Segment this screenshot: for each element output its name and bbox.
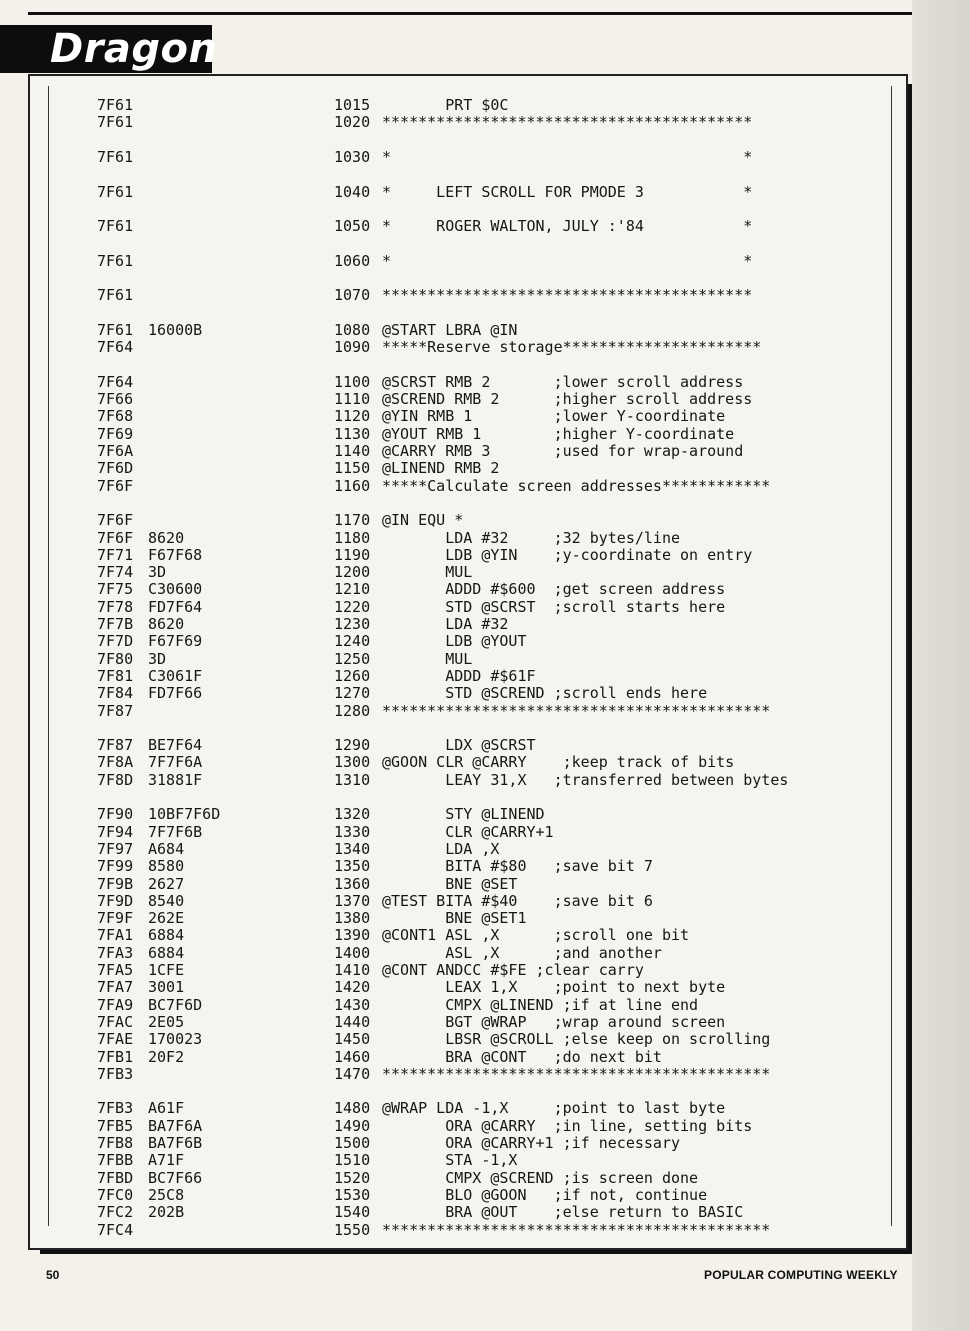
line-number: 1340 (334, 839, 371, 858)
listing-line (49, 598, 891, 616)
listing-line (49, 252, 891, 270)
line-number: 1150 (334, 459, 371, 478)
line-number: 1440 (334, 1012, 371, 1031)
listing-line (49, 563, 891, 581)
line-number: 1220 (334, 597, 371, 616)
address: 7FA9 (97, 995, 134, 1014)
line-number: 1120 (334, 407, 371, 426)
address: 7FBB (97, 1151, 134, 1170)
listing-line (49, 1013, 891, 1031)
source-statement: @GOON CLR @CARRY ;keep track of bits (382, 753, 735, 772)
listing-line (49, 286, 891, 304)
address: 7F61 (97, 147, 134, 166)
top-rule (28, 12, 920, 15)
object-code: 25C8 (148, 1185, 185, 1204)
line-number: 1540 (334, 1203, 371, 1222)
source-statement: LDB @YOUT (382, 632, 527, 651)
source-statement: @CONT1 ASL ,X ;scroll one bit (382, 926, 690, 945)
listing-line (49, 373, 891, 391)
line-number: 1190 (334, 545, 371, 564)
address: 7FC4 (97, 1220, 134, 1239)
line-number: 1170 (334, 511, 371, 530)
listing-line (49, 1030, 891, 1048)
source-statement: ADDD #$61F (382, 666, 536, 685)
address: 7F69 (97, 424, 134, 443)
address: 7F84 (97, 684, 134, 703)
source-statement: @YIN RMB 1 ;lower Y-coordinate (382, 407, 726, 426)
address: 7F87 (97, 736, 134, 755)
line-number: 1160 (334, 476, 371, 495)
address: 7F81 (97, 666, 134, 685)
line-number: 1270 (334, 684, 371, 703)
object-code: A71F (148, 1151, 185, 1170)
line-number: 1480 (334, 1099, 371, 1118)
line-number: 1520 (334, 1168, 371, 1187)
source-statement: ADDD #$600 ;get screen address (382, 580, 726, 599)
line-number: 1180 (334, 528, 371, 547)
source-statement: ******************************************* (382, 1064, 771, 1083)
object-code: FD7F64 (148, 597, 203, 616)
address: 7FA3 (97, 943, 134, 962)
address: 7F74 (97, 563, 134, 582)
listing-line (49, 477, 891, 495)
address: 7FB5 (97, 1116, 134, 1135)
source-statement: BNE @SET (382, 874, 518, 893)
source-statement: ******************************************* (382, 701, 771, 720)
address: 7F9F (97, 909, 134, 928)
listing-line (49, 1186, 891, 1204)
source-statement: BLO @GOON ;if not, continue (382, 1185, 708, 1204)
line-number: 1400 (334, 943, 371, 962)
object-code: 262E (148, 909, 185, 928)
listing-line (49, 1169, 891, 1187)
assembly-listing (49, 86, 891, 1239)
source-statement: @SCREND RMB 2 ;higher scroll address (382, 390, 753, 409)
line-number: 1060 (334, 251, 371, 270)
object-code: BC7F66 (148, 1168, 203, 1187)
source-statement: @CONT ANDCC #$FE ;clear carry (382, 961, 644, 979)
object-code: A684 (148, 839, 185, 858)
line-number: 1210 (334, 580, 371, 599)
source-statement: ******************************************* (382, 1220, 771, 1239)
listing-line (49, 442, 891, 460)
line-number: 1200 (334, 563, 371, 582)
source-statement: @START LBRA @IN (382, 320, 518, 339)
line-number: 1460 (334, 1047, 371, 1066)
listing-line (49, 996, 891, 1014)
address: 7F9B (97, 874, 134, 893)
line-number: 1260 (334, 666, 371, 685)
object-code: 2E05 (148, 1012, 185, 1031)
address: 7FAC (97, 1012, 134, 1031)
object-code: 6884 (148, 943, 185, 962)
address: 7F61 (97, 320, 134, 339)
address: 7F71 (97, 545, 134, 564)
source-statement: LDA ,X (382, 839, 500, 858)
address: 7F80 (97, 649, 134, 668)
source-statement: @TEST BITA #$40 ;save bit 6 (382, 891, 653, 910)
address: 7F6F (97, 476, 134, 495)
line-number: 1290 (334, 736, 371, 755)
address: 7F87 (97, 701, 134, 720)
line-number: 1390 (334, 926, 371, 945)
listing-line (49, 684, 891, 702)
address: 7FB1 (97, 1047, 134, 1066)
page-number: 50 (46, 1268, 60, 1282)
line-number: 1350 (334, 857, 371, 876)
address: 7F90 (97, 805, 134, 824)
object-code: 20F2 (148, 1047, 185, 1066)
object-code: 10BF7F6D (148, 805, 221, 824)
listing-line (49, 736, 891, 754)
listing-line (49, 425, 891, 443)
listing-inner-border (48, 86, 892, 1239)
line-number: 1310 (334, 770, 371, 789)
listing-line (49, 511, 891, 529)
source-statement: MUL (382, 563, 473, 582)
address: 7FB3 (97, 1099, 134, 1118)
listing-line (49, 1221, 891, 1239)
listing-line (49, 529, 891, 547)
line-number: 1090 (334, 338, 371, 357)
line-number: 1320 (334, 805, 371, 824)
listing-line (49, 926, 891, 944)
listing-line (49, 148, 891, 166)
source-statement: LBSR @SCROLL ;else keep on scrolling (382, 1030, 771, 1049)
listing-line (49, 390, 891, 408)
listing-line (49, 823, 891, 841)
listing-line (49, 113, 891, 131)
source-statement: @YOUT RMB 1 ;higher Y-coordinate (382, 424, 735, 443)
listing-line (49, 840, 891, 858)
address: 7F9D (97, 891, 134, 910)
line-number: 1450 (334, 1030, 371, 1049)
source-statement: PRT $0C (382, 96, 509, 114)
object-code: A61F (148, 1099, 185, 1118)
address: 7FB3 (97, 1064, 134, 1083)
line-number: 1030 (334, 147, 371, 166)
address: 7F68 (97, 407, 134, 426)
facing-page-edge (912, 0, 970, 1331)
address: 7F8A (97, 753, 134, 772)
source-statement: LDA #32 ;32 bytes/line (382, 528, 681, 547)
address: 7F6F (97, 528, 134, 547)
source-statement: STY @LINEND (382, 805, 545, 824)
listing-line (49, 771, 891, 789)
listing-line (49, 1099, 891, 1117)
address: 7F75 (97, 580, 134, 599)
source-statement: BNE @SET1 (382, 909, 527, 928)
listing-line (49, 1048, 891, 1066)
address: 7F61 (97, 251, 134, 270)
listing-line (49, 1134, 891, 1152)
address: 7F78 (97, 597, 134, 616)
source-statement: BRA @CONT ;do next bit (382, 1047, 662, 1066)
source-statement: * ROGER WALTON, JULY :'84 * (382, 217, 753, 236)
address: 7FBD (97, 1168, 134, 1187)
line-number: 1040 (334, 182, 371, 201)
line-number: 1130 (334, 424, 371, 443)
listing-line (49, 632, 891, 650)
address: 7F64 (97, 338, 134, 357)
line-number: 1490 (334, 1116, 371, 1135)
listing-line (49, 650, 891, 668)
source-statement: BRA @OUT ;else return to BASIC (382, 1203, 744, 1222)
address: 7F64 (97, 372, 134, 391)
listing-line (49, 805, 891, 823)
object-code: 170023 (148, 1030, 203, 1049)
object-code: 31881F (148, 770, 203, 789)
object-code: 8540 (148, 891, 185, 910)
source-statement: @CARRY RMB 3 ;used for wrap-around (382, 442, 744, 460)
source-statement: @IN EQU * (382, 511, 464, 530)
listing-line (49, 1203, 891, 1221)
line-number: 1470 (334, 1064, 371, 1083)
address: 7F97 (97, 839, 134, 858)
line-number: 1410 (334, 961, 371, 979)
source-statement: ***************************************** (382, 113, 753, 132)
listing-line (49, 1065, 891, 1083)
line-number: 1330 (334, 822, 371, 841)
section-title: Dragon (0, 25, 212, 73)
listing-line (49, 961, 891, 979)
listing-line (49, 702, 891, 720)
source-statement: LDB @YIN ;y-coordinate on entry (382, 545, 753, 564)
address: 7F7B (97, 615, 134, 633)
line-number: 1230 (334, 615, 371, 633)
source-statement: BITA #$80 ;save bit 7 (382, 857, 653, 876)
object-code: 6884 (148, 926, 185, 945)
object-code: 7F7F6B (148, 822, 203, 841)
line-number: 1080 (334, 320, 371, 339)
listing-line (49, 667, 891, 685)
listing-line (49, 321, 891, 339)
source-statement: LDA #32 (382, 615, 509, 633)
source-statement: CMPX @LINEND ;if at line end (382, 995, 699, 1014)
listing-line (49, 459, 891, 477)
listing-line (49, 183, 891, 201)
source-statement: LEAY 31,X ;transferred between bytes (382, 770, 789, 789)
line-number: 1500 (334, 1134, 371, 1152)
line-number: 1020 (334, 113, 371, 132)
address: 7F6D (97, 459, 134, 478)
line-number: 1070 (334, 286, 371, 305)
line-number: 1420 (334, 978, 371, 997)
listing-line (49, 580, 891, 598)
object-code: 1CFE (148, 961, 185, 979)
address: 7F99 (97, 857, 134, 876)
listing-line (49, 546, 891, 564)
line-number: 1050 (334, 217, 371, 236)
listing-line (49, 857, 891, 875)
listing-line (49, 407, 891, 425)
source-statement: @SCRST RMB 2 ;lower scroll address (382, 372, 744, 391)
listing-line (49, 892, 891, 910)
listing-line (49, 978, 891, 996)
object-code: BA7F6B (148, 1134, 203, 1152)
address: 7FA1 (97, 926, 134, 945)
listing-line (49, 944, 891, 962)
object-code: BC7F6D (148, 995, 203, 1014)
listing-line (49, 615, 891, 633)
object-code: FD7F66 (148, 684, 203, 703)
address: 7F61 (97, 96, 134, 114)
object-code: 2627 (148, 874, 185, 893)
line-number: 1550 (334, 1220, 371, 1239)
listing-line (49, 96, 891, 114)
object-code: 3001 (148, 978, 185, 997)
listing-line (49, 217, 891, 235)
line-number: 1360 (334, 874, 371, 893)
line-number: 1250 (334, 649, 371, 668)
line-number: 1370 (334, 891, 371, 910)
line-number: 1380 (334, 909, 371, 928)
source-statement: *****Reserve storage********************** (382, 338, 762, 357)
address: 7F66 (97, 390, 134, 409)
source-statement: *****Calculate screen addresses************ (382, 476, 771, 495)
line-number: 1015 (334, 96, 371, 114)
source-statement: BGT @WRAP ;wrap around screen (382, 1012, 726, 1031)
address: 7F61 (97, 217, 134, 236)
line-number: 1510 (334, 1151, 371, 1170)
source-statement: * LEFT SCROLL FOR PMODE 3 * (382, 182, 753, 201)
source-statement: @LINEND RMB 2 (382, 459, 500, 478)
line-number: 1430 (334, 995, 371, 1014)
source-statement: ORA @CARRY ;in line, setting bits (382, 1116, 753, 1135)
address: 7FC0 (97, 1185, 134, 1204)
address: 7FC2 (97, 1203, 134, 1222)
object-code: 3D (148, 649, 167, 668)
source-statement: CMPX @SCREND ;is screen done (382, 1168, 699, 1187)
source-statement: STA -1,X (382, 1151, 518, 1170)
address: 7F8D (97, 770, 134, 789)
object-code: F67F68 (148, 545, 203, 564)
object-code: C30600 (148, 580, 203, 599)
line-number: 1280 (334, 701, 371, 720)
source-statement: @WRAP LDA -1,X ;point to last byte (382, 1099, 726, 1118)
address: 7FA5 (97, 961, 134, 979)
source-statement: MUL (382, 649, 473, 668)
line-number: 1530 (334, 1185, 371, 1204)
source-statement: STD @SCREND ;scroll ends here (382, 684, 708, 703)
source-statement: * * (382, 251, 753, 270)
line-number: 1300 (334, 753, 371, 772)
object-code: 8620 (148, 528, 185, 547)
source-statement: LDX @SCRST (382, 736, 536, 755)
line-number: 1240 (334, 632, 371, 651)
object-code: 16000B (148, 320, 203, 339)
object-code: 7F7F6A (148, 753, 203, 772)
magazine-name: POPULAR COMPUTING WEEKLY (704, 1268, 898, 1282)
address: 7FA7 (97, 978, 134, 997)
address: 7F61 (97, 286, 134, 305)
object-code: 8580 (148, 857, 185, 876)
object-code: BA7F6A (148, 1116, 203, 1135)
address: 7F61 (97, 182, 134, 201)
line-number: 1140 (334, 442, 371, 460)
listing-line (49, 1117, 891, 1135)
object-code: 8620 (148, 615, 185, 633)
listing-line (49, 338, 891, 356)
address: 7F94 (97, 822, 134, 841)
address: 7F7D (97, 632, 134, 651)
source-statement: ASL ,X ;and another (382, 943, 662, 962)
address: 7F6F (97, 511, 134, 530)
source-statement: STD @SCRST ;scroll starts here (382, 597, 726, 616)
object-code: F67F69 (148, 632, 203, 651)
listing-line (49, 875, 891, 893)
listing-line (49, 909, 891, 927)
address: 7FAE (97, 1030, 134, 1049)
source-statement: * * (382, 147, 753, 166)
listing-line (49, 753, 891, 771)
source-statement: ORA @CARRY+1 ;if necessary (382, 1134, 681, 1152)
object-code: 202B (148, 1203, 185, 1222)
object-code: C3061F (148, 666, 203, 685)
listing-line (49, 1151, 891, 1169)
source-statement: ***************************************** (382, 286, 753, 305)
line-number: 1110 (334, 390, 371, 409)
object-code: 3D (148, 563, 167, 582)
line-number: 1100 (334, 372, 371, 391)
source-statement: LEAX 1,X ;point to next byte (382, 978, 726, 997)
address: 7F61 (97, 113, 134, 132)
object-code: BE7F64 (148, 736, 203, 755)
address: 7F6A (97, 442, 134, 460)
source-statement: CLR @CARRY+1 (382, 822, 554, 841)
listing-frame (28, 74, 908, 1250)
address: 7FB8 (97, 1134, 134, 1152)
